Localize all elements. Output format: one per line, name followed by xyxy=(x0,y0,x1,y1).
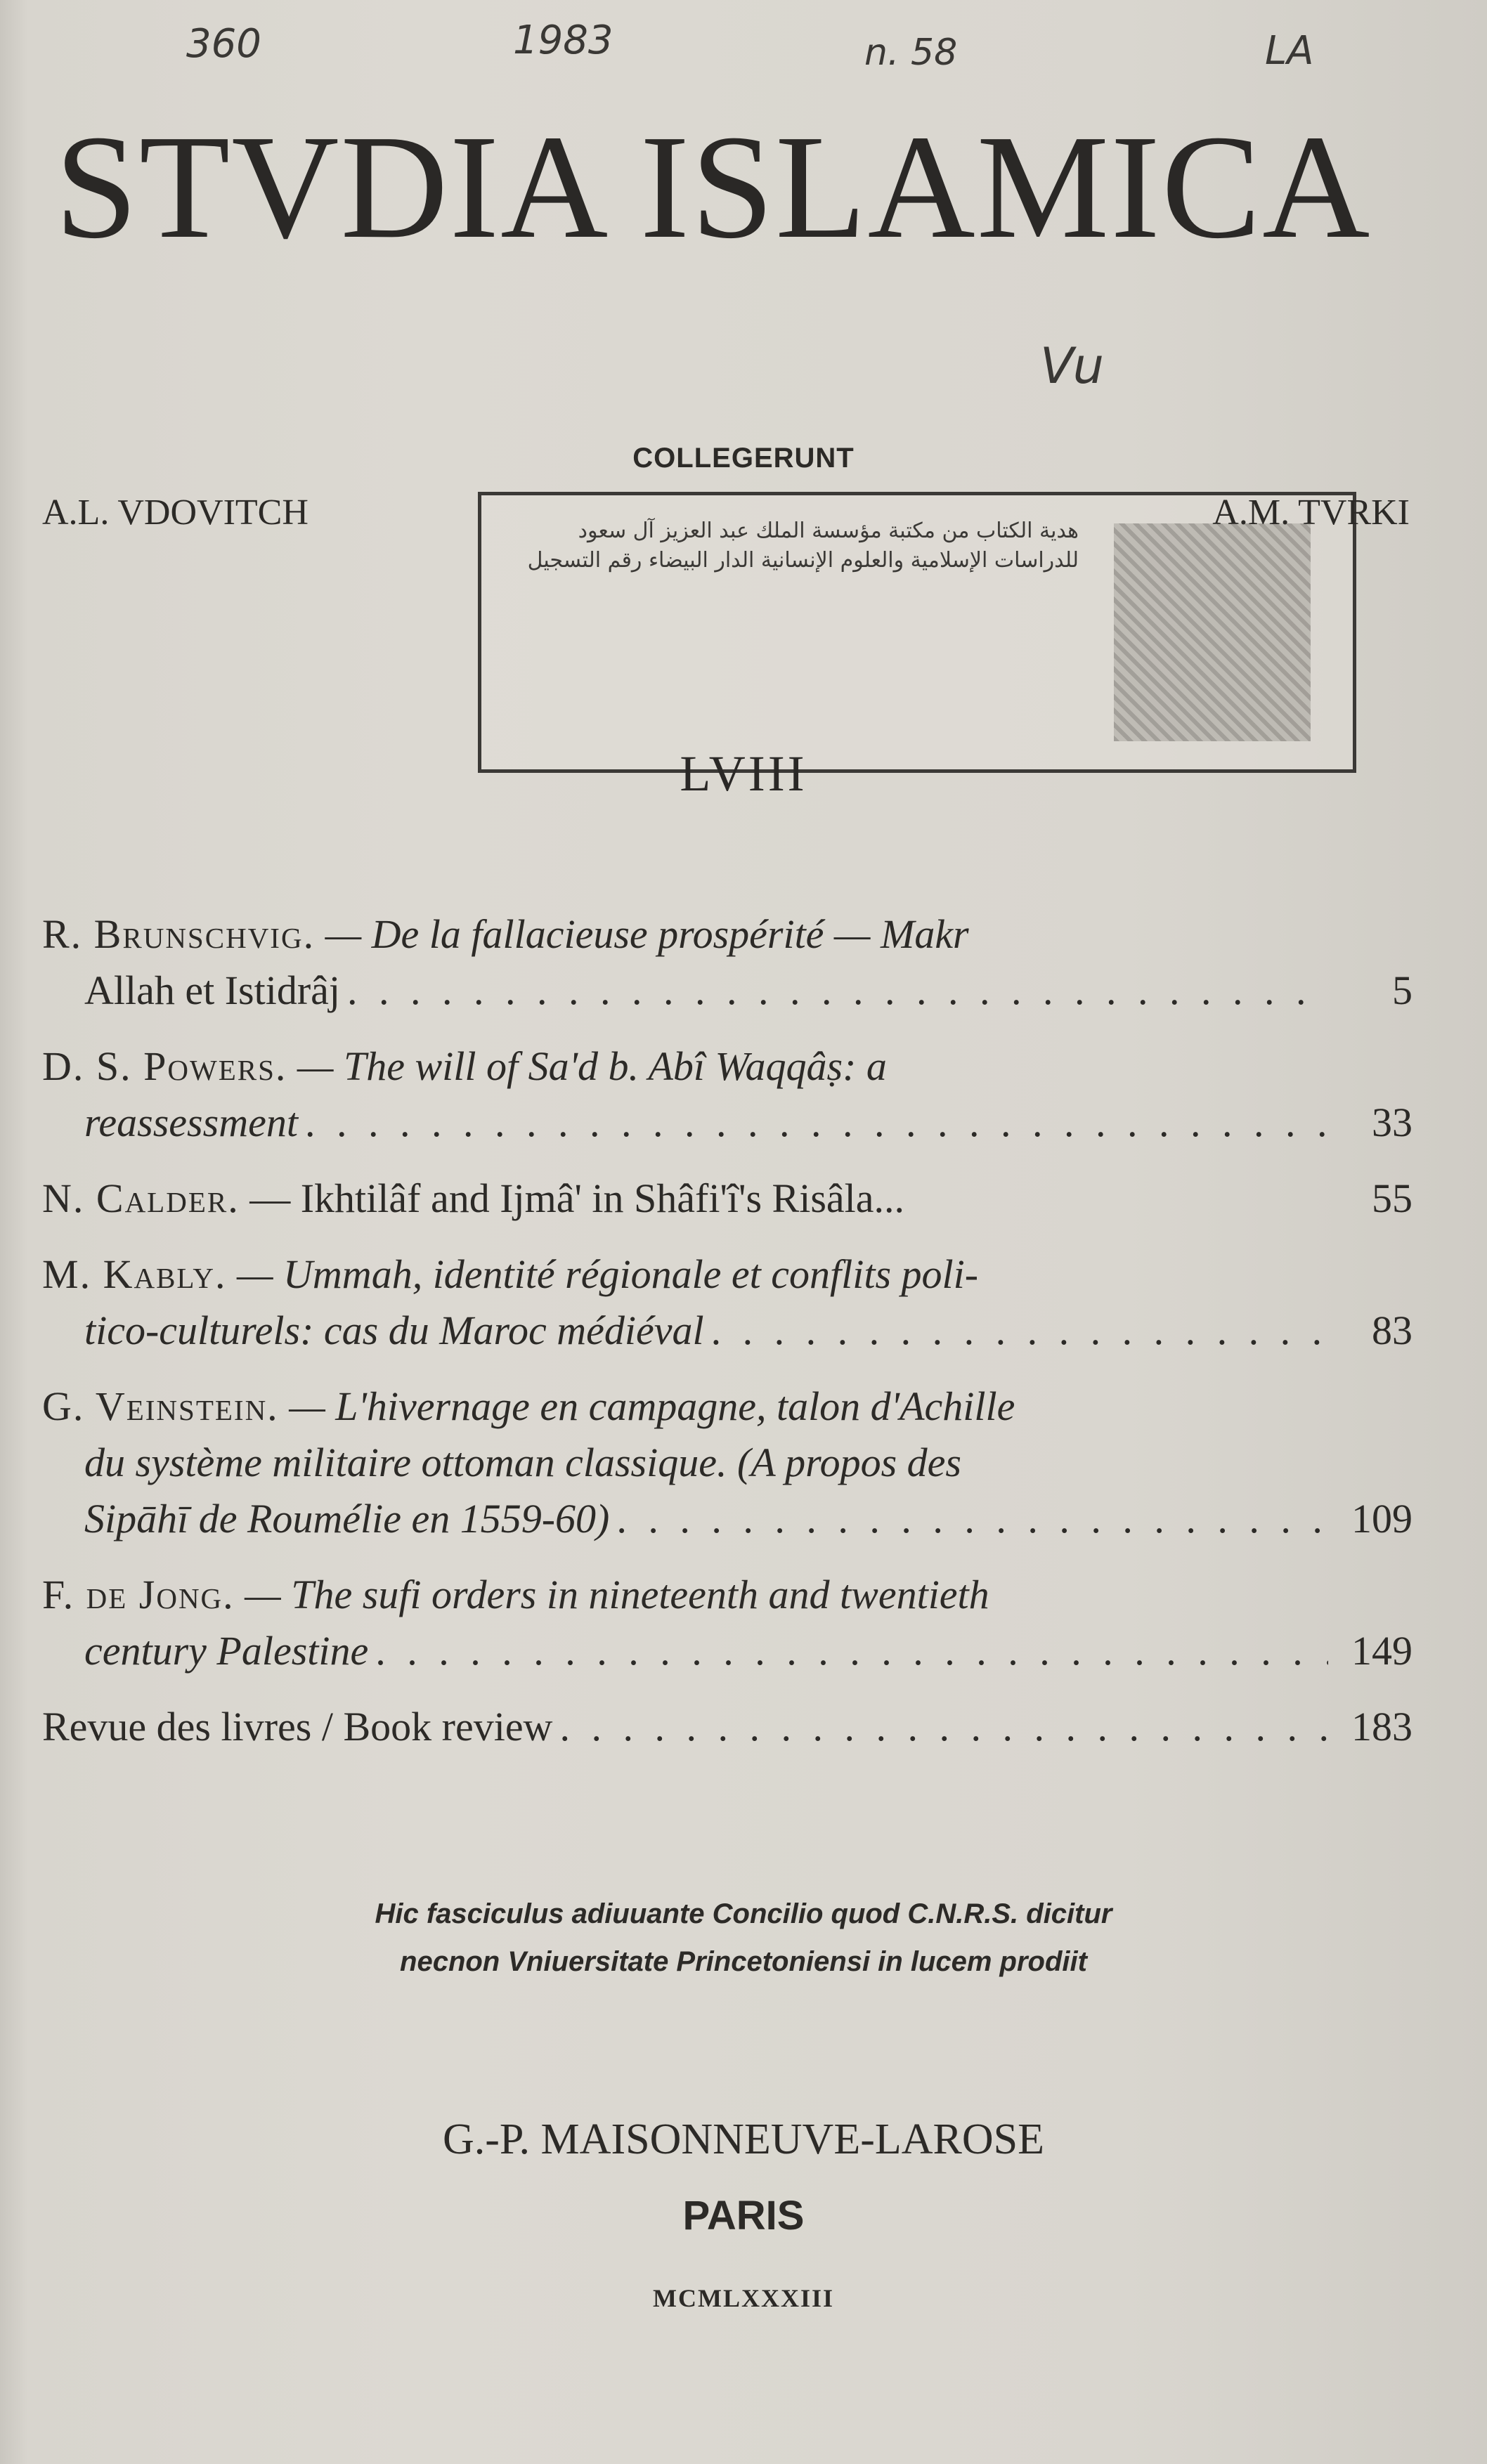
table-of-contents xyxy=(42,906,1413,1775)
publication-place: PARIS xyxy=(682,2193,805,2238)
toc-entry xyxy=(42,906,1413,1019)
handwritten-initials: LA xyxy=(1265,28,1314,74)
funding-note xyxy=(0,1890,1487,1986)
toc-title-line: Allah et Istidrâj xyxy=(84,967,341,1013)
toc-title-line: — Ummah, identité régionale et conflits poli- xyxy=(236,1251,979,1297)
toc-page-number: 5 xyxy=(1392,967,1413,1013)
toc-leader xyxy=(616,1491,1328,1547)
toc-title-line: reassessment xyxy=(84,1100,298,1145)
toc-title-line: century Palestine xyxy=(84,1628,369,1674)
toc-author: N. Calder. xyxy=(42,1175,240,1221)
toc-leader xyxy=(347,963,1328,1019)
toc-title-line: Sipāhī de Roumélie en 1559-60) xyxy=(84,1496,610,1541)
toc-entry xyxy=(42,1038,1413,1151)
toc-entry xyxy=(42,1246,1413,1359)
toc-entry xyxy=(42,1171,1413,1227)
toc-title-line: — L'hivernage en campagne, talon d'Achille xyxy=(289,1383,1015,1429)
toc-author: F. de Jong. xyxy=(42,1572,235,1617)
stamp-text: هدية الكتاب من مكتبة مؤسسة الملك عبد العزيز آل سعود للدراسات الإسلامية والعلوم الإنسانية الدار البيضاء رقم التسجيل xyxy=(527,519,1079,573)
toc-title-line: — The sufi orders in nineteenth and twentieth xyxy=(245,1572,989,1617)
toc-leader xyxy=(305,1095,1328,1151)
toc-title-line: — Ikhtilâf and Ijmâ' in Shâfi'î's Risâla... xyxy=(249,1175,905,1221)
library-stamp xyxy=(478,492,1356,773)
handwritten-issue: n. 58 xyxy=(864,32,958,74)
stamp-seal-image xyxy=(1114,523,1311,741)
handwritten-number: 360 xyxy=(186,21,261,67)
collegerunt-label: COLLEGERUNT xyxy=(632,443,855,474)
toc-title-line: tico-culturels: cas du Maroc médiéval xyxy=(84,1308,704,1353)
handwritten-mark: Vu xyxy=(1040,337,1105,395)
toc-leader xyxy=(559,1699,1328,1755)
toc-page-number: 83 xyxy=(1372,1308,1413,1353)
toc-entry xyxy=(42,1378,1413,1547)
toc-page-number: 183 xyxy=(1351,1704,1413,1749)
toc-leader xyxy=(711,1303,1328,1359)
toc-page-number: 149 xyxy=(1351,1628,1413,1674)
toc-leader xyxy=(375,1623,1328,1679)
toc-author: R. Brunschvig. xyxy=(42,911,316,957)
toc-page-number: 109 xyxy=(1351,1496,1413,1541)
toc-page-number: 33 xyxy=(1372,1100,1413,1145)
handwritten-year: 1983 xyxy=(513,18,613,63)
toc-page-number: 55 xyxy=(1372,1175,1413,1221)
toc-title-line: — The will of Sa'd b. Abî Waqqâṣ: a xyxy=(297,1043,887,1089)
funding-note-line: necnon Vniuersitate Princetoniensi in lucem prodiit xyxy=(400,1946,1087,1977)
volume-number: LVIII xyxy=(680,745,807,802)
toc-title-line: Revue des livres / Book review xyxy=(42,1704,553,1749)
toc-author: G. Veinstein. xyxy=(42,1383,279,1429)
publisher-name: G.-P. MAISONNEUVE-LAROSE xyxy=(443,2116,1044,2163)
toc-title-line: du système militaire ottoman classique. (A propos des xyxy=(84,1440,961,1485)
toc-author: D. S. Powers. xyxy=(42,1043,287,1089)
toc-author: M. Kably. xyxy=(42,1251,227,1297)
editor-right: A.M. TVRKI xyxy=(1212,493,1410,533)
toc-entry xyxy=(42,1699,1413,1755)
toc-title-line: — De la fallacieuse prospérité — Makr xyxy=(325,911,969,957)
journal-title: STVDIA ISLAMICA xyxy=(55,104,1372,269)
publication-year: MCMLXXXIII xyxy=(653,2284,834,2312)
funding-note-line: Hic fasciculus adiuuante Concilio quod C.N.R.S. dicitur xyxy=(375,1898,1112,1929)
editor-left: A.L. VDOVITCH xyxy=(42,493,309,533)
toc-entry xyxy=(42,1567,1413,1679)
